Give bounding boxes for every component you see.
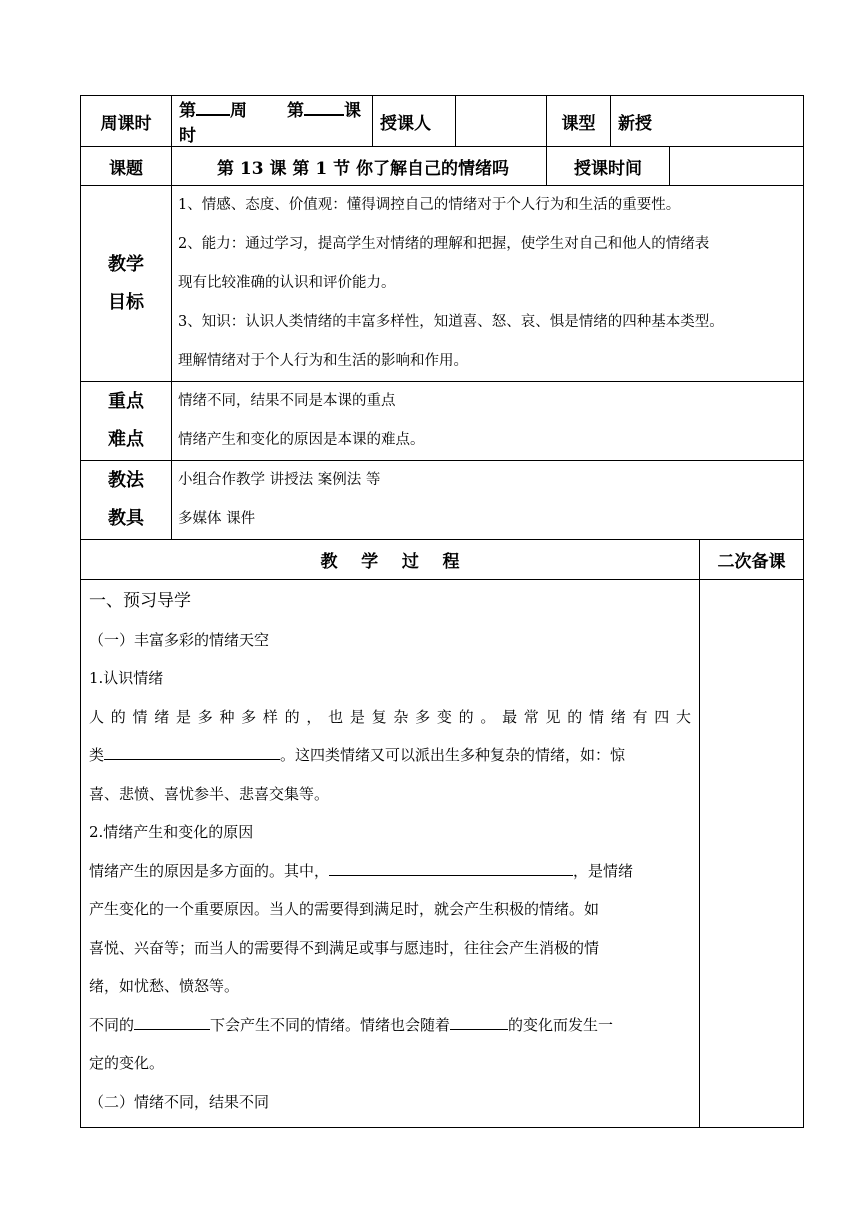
- text-fragment: 情绪产生的原因是多方面的。其中，: [89, 861, 330, 880]
- key-points-label: [81, 382, 172, 461]
- teacher-value[interactable]: [456, 96, 547, 147]
- answer-blank[interactable]: [450, 1013, 508, 1030]
- type-label: 课型: [547, 96, 611, 147]
- method-line: 多媒体 课件: [178, 511, 256, 527]
- week-prefix: 第: [179, 101, 196, 121]
- week-period-cell: [172, 96, 373, 147]
- header-row-2: [81, 147, 804, 186]
- text-fragment: 不同的: [89, 1015, 135, 1034]
- process-paragraph-line: 产生变化的一个重要原因。当人的需要得到满足时，就会产生积极的情绪。如: [89, 900, 600, 918]
- week-blank[interactable]: [196, 102, 230, 116]
- process-paragraph-line: 喜悦、兴奋等；而当人的需要得不到满足或事与愿违时，往往会产生消极的情: [89, 938, 600, 957]
- item-heading: 1.认识情绪: [89, 669, 164, 687]
- objectives-label-1: 教学: [108, 253, 144, 275]
- objectives-content: [172, 186, 804, 382]
- methods-content: [172, 461, 804, 540]
- methods-label-1: 教法: [108, 470, 144, 491]
- key-points-row: [81, 382, 804, 461]
- topic-value: 第 13 课 第 1 节 你了解自己的情绪吗: [172, 147, 547, 186]
- process-paragraph-line: [89, 1006, 691, 1045]
- lesson-plan-table: [80, 95, 804, 1128]
- secondary-prep-content[interactable]: [700, 580, 804, 1128]
- process-paragraph-line: 绪，如忧愁、愤怒等。: [89, 977, 240, 995]
- method-line: 小组合作教学 讲授法 案例法 等: [178, 472, 381, 488]
- process-content-row: [81, 580, 804, 1128]
- subsection-heading: （一）丰富多彩的情绪天空: [89, 630, 270, 649]
- section-heading: 一、预习导学: [89, 591, 191, 611]
- process-paragraph-line: [89, 736, 691, 775]
- text-fragment: 下会产生不同的情绪。情绪也会随着: [210, 1015, 451, 1034]
- period-blank[interactable]: [304, 102, 344, 116]
- period-prefix: 第: [287, 101, 304, 121]
- answer-blank[interactable]: [104, 743, 280, 760]
- process-title: 教 学 过 程: [81, 540, 700, 580]
- objective-line: 3、知识：认识人类情绪的丰富多样性，知道喜、怒、哀、惧是情绪的四种基本类型。: [178, 314, 724, 330]
- process-paragraph-line: 人的情绪是多种多样的，也是复杂多变的。最常见的情绪有四大: [89, 707, 691, 726]
- objective-line: 1、情感、态度、价值观：懂得调控自己的情绪对于个人行为和生活的重要性。: [178, 197, 681, 213]
- process-paragraph-line: [89, 852, 691, 891]
- process-paragraph-line: 喜、悲愤、喜忧参半、悲喜交集等。: [89, 784, 330, 803]
- teacher-label: 授课人: [373, 96, 456, 147]
- time-value[interactable]: [670, 147, 804, 186]
- process-content: [81, 580, 700, 1128]
- period-suffix: 课时: [179, 101, 361, 146]
- time-label: 授课时间: [547, 147, 670, 186]
- objective-line: 理解情绪对于个人行为和生活的影响和作用。: [178, 353, 468, 369]
- methods-label: [81, 461, 172, 540]
- key-points-label-2: 难点: [108, 429, 144, 450]
- objectives-row: [81, 186, 804, 382]
- text-fragment: 类: [89, 746, 105, 764]
- answer-blank[interactable]: [329, 859, 573, 876]
- subsection-heading: （二）情绪不同，结果不同: [89, 1092, 270, 1111]
- objective-line: 2、能力：通过学习，提高学生对情绪的理解和把握，使学生对自己和他人的情绪表: [178, 236, 710, 252]
- week-hours-label: 周课时: [81, 96, 172, 147]
- type-value: 新授: [611, 96, 804, 147]
- header-row-1: [81, 96, 804, 147]
- secondary-prep-label: 二次备课: [700, 540, 804, 580]
- objective-line: 现有比较准确的认识和评价能力。: [178, 275, 396, 291]
- text-fragment: ，是情绪: [573, 861, 634, 880]
- objectives-label-2: 目标: [108, 291, 144, 313]
- week-suffix: 周: [230, 101, 247, 121]
- key-point-line: 情绪产生和变化的原因是本课的难点。: [178, 432, 425, 448]
- text-fragment: 。这四类情绪又可以派出生多种复杂的情绪，如：惊: [280, 746, 626, 764]
- answer-blank[interactable]: [134, 1013, 210, 1030]
- topic-label: 课题: [81, 147, 172, 186]
- methods-label-2: 教具: [108, 508, 144, 529]
- text-fragment: 的变化而发生一: [508, 1015, 614, 1034]
- process-paragraph-line: 定的变化。: [89, 1054, 165, 1072]
- key-point-line: 情绪不同，结果不同是本课的重点: [178, 393, 396, 409]
- objectives-label: [81, 186, 172, 382]
- methods-row: [81, 461, 804, 540]
- key-points-label-1: 重点: [108, 391, 144, 412]
- process-header-row: [81, 540, 804, 580]
- key-points-content: [172, 382, 804, 461]
- item-heading: 2.情绪产生和变化的原因: [89, 823, 254, 841]
